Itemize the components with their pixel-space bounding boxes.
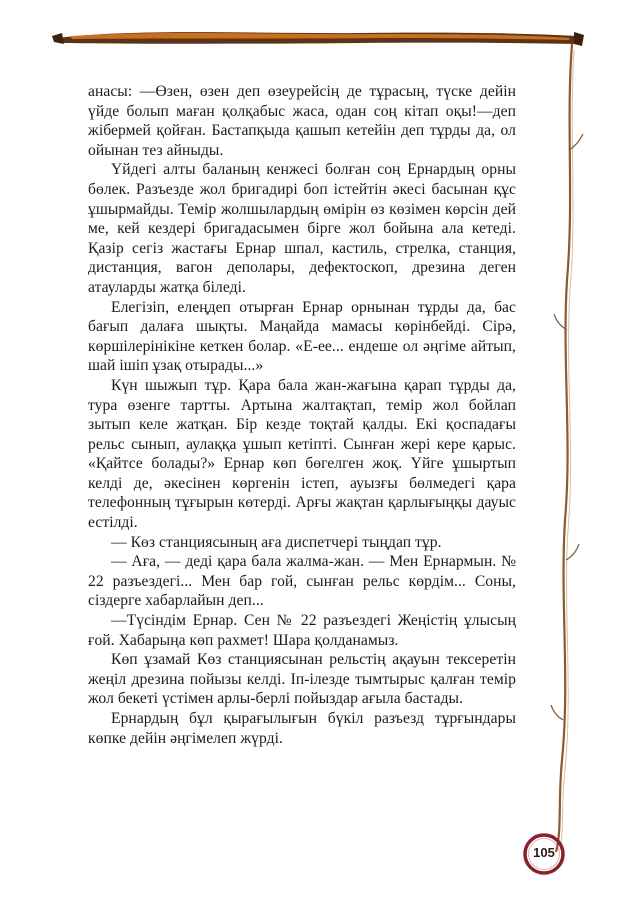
dialogue-line: — Аға, — деді қара бала жалма-жан. — Мен Ернармын. № 22 разъездегі... Мен бар гой, сынған рельс көрдім... Соны, сіздерге хабарлайын деп...	[88, 553, 516, 610]
right-vine	[556, 44, 572, 852]
body-text	[88, 82, 516, 748]
vine-sprig-1	[569, 134, 583, 150]
paragraph: Елегізіп, елеңдеп отырған Ернар орнынан тұрды да, бас бағып далаға шықты. Маңайда мамасы көрінбейді. Сірә, көршілерінікіне кеткен болар. «Е-ее... ендеше ол әңгіме айтып, шай ішіп ұзақ отырады...»	[88, 298, 516, 375]
vine-sprig-4	[551, 705, 563, 720]
top-brush-tip-right	[574, 32, 584, 46]
vine-sprig-3	[566, 544, 579, 560]
paragraph: Ернардың бұл қырағылығын бүкіл разъезд тұрғындары көпке дейін әңгімелеп жүрді.	[88, 710, 516, 747]
dialogue-line: — Көз станциясының аға диспетчері тыңдап тұр.	[111, 533, 442, 551]
paragraph: Күн шыжып тұр. Қара бала жан-жағына қарап тұрды да, тура өзенге тартты. Артына жалтақтап, темір жол бойлап зытып келе жатқан. Бір кезде тоқтай қалды. Екі қоспадағы рельс сынып, аулаққа ұшып кетіпті. Сынған жері кере қарыс. «Қайтсе болады?» Ернар көп бөгелген жоқ. Үйге ұшыртып келді де, әкесінен көргенін істеп, ауызғы бөлмедегі қара телефонның тұғырын көтерді. Арғы жақтан қарлығыңқы дауыс естілді.	[88, 376, 516, 532]
paragraph: Көп ұзамай Көз станциясынан рельстің ақауын тексеретін жеңіл дрезина пойызы келді. Іп-ілезде тымтырыс қалған темір жол бекеті үстімен арлы-берлі пойыздар ағыла бастады.	[88, 651, 516, 708]
paragraph: Үйдегі алты баланың кенжесі болған соң Ернардың орны бөлек. Разъезде жол бригадирі боп істейтін әкесі басынан құс ұшырмайды. Темір жолшылардың өмірін өз көзімен көрсін дей ме, кей кездері бригадасымен бірге жол бойына ала кетеді. Қазір сегіз жастағы Ернар шпал, кастиль, стрелка, станция, дистанция, вагон деполары, дефектоскоп, дрезина деген атауларды жатқа біледі.	[88, 161, 516, 296]
top-brush-tip-left	[52, 33, 64, 44]
page-number: 105	[533, 845, 555, 860]
paragraph: анасы: —Өзен, өзен деп өзеурейсің де тұрасың, түске дейін үйде болып маған қолқабыс жаса, одан соң кітап оқы!—деп жібермей қойған. Бастапқыда қашып кетейін деп тұрды да, ол ойынан тез айныды.	[88, 83, 516, 159]
dialogue-line: —Түсіндім Ернар. Сен № 22 разъездегі Жеңістің ұлысың ғой. Хабарыңа көп рахмет! Шара қолданамыз.	[88, 612, 516, 649]
